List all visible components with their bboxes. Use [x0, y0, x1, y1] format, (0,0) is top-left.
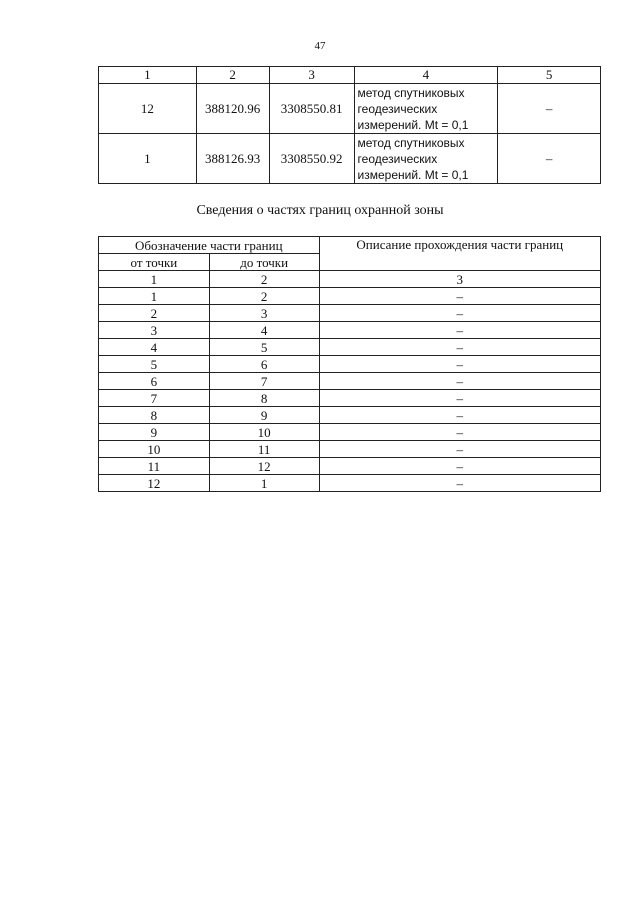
numbering-cell: 2 [209, 271, 319, 288]
description-cell: – [319, 424, 600, 441]
point-number-cell: 12 [99, 84, 197, 134]
method-cell: метод спутниковых геодезических измерений. Mt = 0,1 [354, 134, 498, 184]
coordinates-table [98, 66, 601, 184]
to-point-cell: 2 [209, 288, 319, 305]
coordinate-y-cell: 3308550.81 [269, 84, 354, 134]
boundary-parts-table [98, 236, 601, 492]
description-cell: – [319, 475, 600, 492]
from-point-cell: 1 [99, 288, 210, 305]
from-point-header: от точки [99, 254, 210, 271]
table-row [99, 339, 601, 356]
column-number-header: 1 [99, 67, 197, 84]
from-point-cell: 6 [99, 373, 210, 390]
from-point-cell: 9 [99, 424, 210, 441]
from-point-cell: 7 [99, 390, 210, 407]
to-point-cell: 3 [209, 305, 319, 322]
section-title: Сведения о частях границ охранной зоны [196, 203, 444, 218]
to-point-header: до точки [209, 254, 319, 271]
table-row [99, 84, 601, 134]
table-row [99, 424, 601, 441]
boundary-description-header: Описание прохождения части границ [319, 237, 600, 271]
description-cell: – [319, 339, 600, 356]
table-row [99, 458, 601, 475]
column-number-header: 3 [269, 67, 354, 84]
header-row [99, 237, 601, 254]
boundary-parts-body [99, 237, 601, 492]
table-row [99, 441, 601, 458]
to-point-cell: 7 [209, 373, 319, 390]
table-row [99, 356, 601, 373]
description-cell: – [319, 373, 600, 390]
from-point-cell: 3 [99, 322, 210, 339]
to-point-cell: 8 [209, 390, 319, 407]
method-cell: метод спутниковых геодезических измерений. Mt = 0,1 [354, 84, 498, 134]
from-point-cell: 4 [99, 339, 210, 356]
to-point-cell: 1 [209, 475, 319, 492]
from-point-cell: 2 [99, 305, 210, 322]
description-cell: – [319, 390, 600, 407]
description-cell: – [498, 134, 601, 184]
from-point-cell: 10 [99, 441, 210, 458]
description-cell: – [319, 288, 600, 305]
from-point-cell: 8 [99, 407, 210, 424]
coordinate-x-cell: 388126.93 [196, 134, 269, 184]
table-row [99, 373, 601, 390]
to-point-cell: 9 [209, 407, 319, 424]
numbering-row [99, 271, 601, 288]
table-row [99, 407, 601, 424]
page-number: 47 [314, 40, 326, 52]
coordinates-header-row [99, 67, 601, 84]
column-number-header: 4 [354, 67, 498, 84]
to-point-cell: 4 [209, 322, 319, 339]
coordinate-x-cell: 388120.96 [196, 84, 269, 134]
to-point-cell: 11 [209, 441, 319, 458]
column-number-header: 2 [196, 67, 269, 84]
table-row [99, 390, 601, 407]
description-cell: – [319, 305, 600, 322]
description-cell: – [319, 441, 600, 458]
numbering-cell: 3 [319, 271, 600, 288]
description-cell: – [498, 84, 601, 134]
numbering-cell: 1 [99, 271, 210, 288]
table-row [99, 475, 601, 492]
to-point-cell: 6 [209, 356, 319, 373]
to-point-cell: 12 [209, 458, 319, 475]
from-point-cell: 11 [99, 458, 210, 475]
from-point-cell: 12 [99, 475, 210, 492]
description-cell: – [319, 356, 600, 373]
table-row [99, 322, 601, 339]
from-point-cell: 5 [99, 356, 210, 373]
to-point-cell: 10 [209, 424, 319, 441]
point-number-cell: 1 [99, 134, 197, 184]
boundary-designation-header: Обозначение части границ [99, 237, 320, 254]
table-row [99, 288, 601, 305]
table-row [99, 305, 601, 322]
column-number-header: 5 [498, 67, 601, 84]
coordinate-y-cell: 3308550.92 [269, 134, 354, 184]
description-cell: – [319, 322, 600, 339]
description-cell: – [319, 458, 600, 475]
description-cell: – [319, 407, 600, 424]
to-point-cell: 5 [209, 339, 319, 356]
table-row [99, 134, 601, 184]
